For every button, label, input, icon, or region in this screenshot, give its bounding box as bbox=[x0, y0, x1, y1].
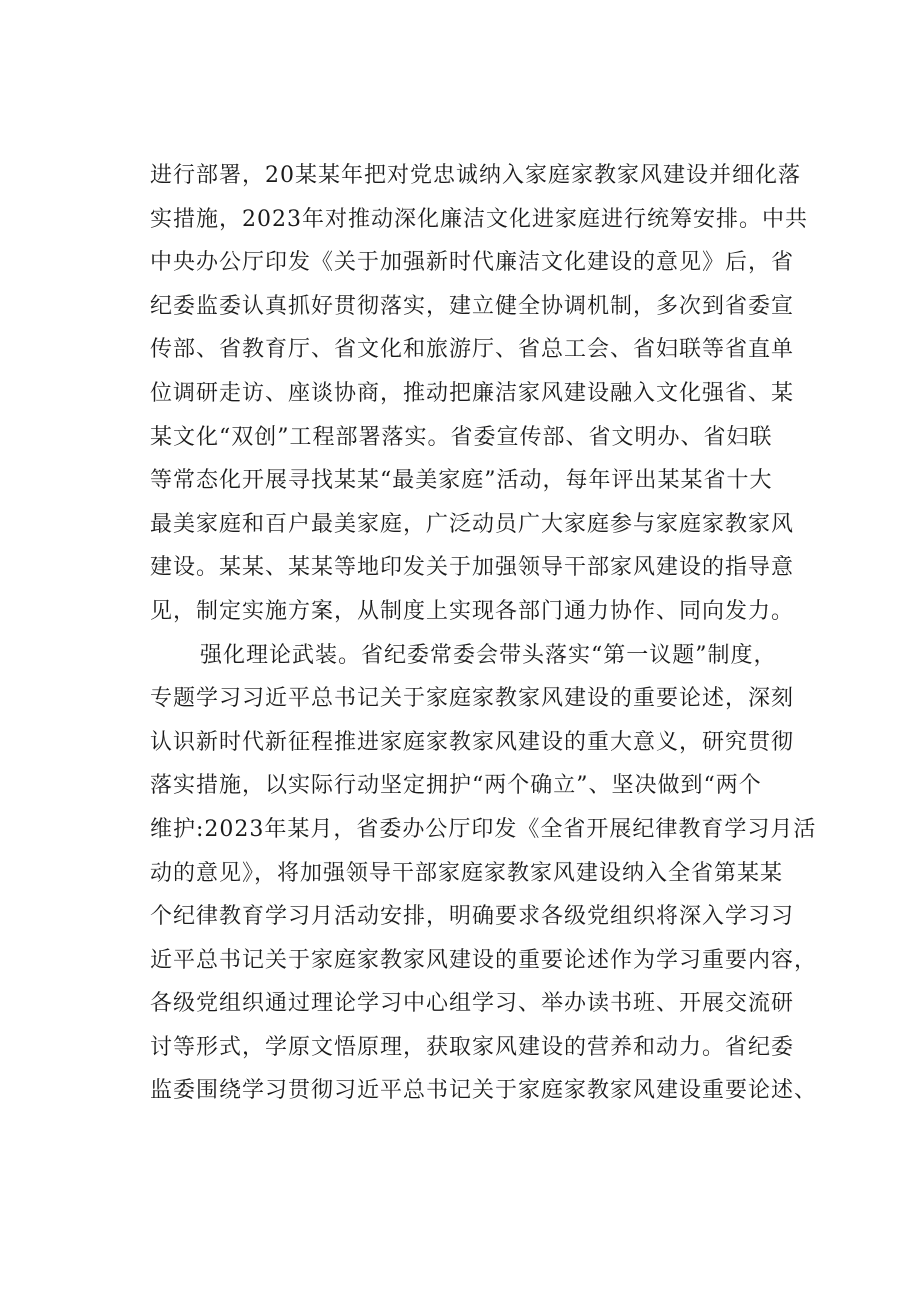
text-line: 动的意见》，将加强领导干部家庭家教家风建设纳入全省第某某 bbox=[150, 860, 784, 886]
text-line: 最美家庭和百户最美家庭，广泛动员广大家庭参与家庭家教家风 bbox=[150, 511, 795, 537]
text-line: 中央办公厅印发《关于加强新时代廉洁文化建设的意见》后，省 bbox=[150, 250, 795, 276]
text-line: 传部、省教育厅、省文化和旅游厅、省总工会、省妇联等省直单 bbox=[150, 337, 795, 363]
text-line: 某文化“双创”工程部署落实。省委宣传部、省文明办、省妇联 bbox=[150, 424, 773, 450]
text-line: 等常态化开展寻找某某“最美家庭”活动，每年评出某某省十大 bbox=[150, 468, 773, 494]
text-line: 实措施，2023年对推动深化廉洁文化进家庭进行统筹安排。中共 bbox=[150, 206, 808, 232]
text-line: 见，制定实施方案，从制度上实现各部门通力协作、同向发力。 bbox=[150, 598, 795, 624]
text-line: 讨等形式，学原文悟原理，获取家风建设的营养和动力。省纪委 bbox=[150, 1034, 795, 1060]
text-line: 近平总书记关于家庭家教家风建设的重要论述作为学习重要内容， bbox=[150, 947, 818, 973]
body-text bbox=[150, 154, 818, 1113]
text-line: 位调研走访、座谈协商，推动把廉洁家风建设融入文化强省、某 bbox=[150, 380, 795, 406]
text-line: 纪委监委认真抓好贯彻落实，建立健全协调机制，多次到省委宣 bbox=[150, 293, 795, 319]
text-line: 专题学习习近平总书记关于家庭家教家风建设的重要论述，深刻 bbox=[150, 686, 795, 712]
text-line: 维护:2023年某月，省委办公厅印发《全省开展纪律教育学习月活 bbox=[150, 816, 817, 842]
text-line: 认识新时代新征程推进家庭家教家风建设的重大意义，研究贯彻 bbox=[150, 729, 795, 755]
text-line: 落实措施，以实际行动坚定拥护“两个确立”、坚决做到“两个 bbox=[150, 773, 762, 799]
text-line: 建设。某某、某某等地印发关于加强领导干部家风建设的指导意 bbox=[150, 555, 795, 581]
paragraph-heading-line: 强化理论武装。省纪委常委会带头落实“第一议题”制度， bbox=[200, 642, 777, 668]
text-line: 各级党组织通过理论学习中心组学习、举办读书班、开展交流研 bbox=[150, 991, 795, 1017]
text-line: 个纪律教育学习月活动安排，明确要求各级党组织将深入学习习 bbox=[150, 904, 795, 930]
text-line: 进行部署，20某某年把对党忠诚纳入家庭家教家风建设并细化落 bbox=[150, 163, 801, 188]
text-line: 监委围绕学习贯彻习近平总书记关于家庭家教家风建设重要论述、 bbox=[150, 1078, 818, 1104]
